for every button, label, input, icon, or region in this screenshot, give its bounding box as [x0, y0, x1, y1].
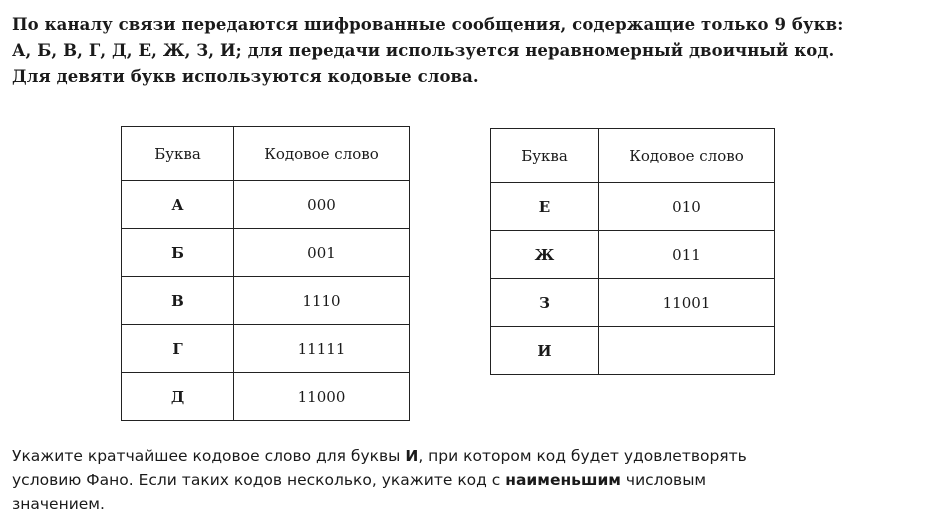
table-row	[122, 373, 410, 421]
question-line-1	[12, 444, 912, 468]
column-header-letter: Буква	[491, 129, 599, 183]
table-row	[491, 327, 775, 375]
code-table-right	[490, 128, 775, 375]
letter-cell: З	[491, 279, 599, 327]
column-header-code: Кодовое слово	[599, 129, 775, 183]
question-text-span: числовым	[620, 471, 707, 489]
table-row	[491, 183, 775, 231]
code-cell: 11111	[234, 325, 410, 373]
intro-line-3: Для девяти букв используются кодовые слова.	[12, 67, 479, 86]
question-text	[12, 444, 912, 516]
code-cell: 010	[599, 183, 775, 231]
question-text-span: Укажите кратчайшее кодовое слово для буквы	[12, 447, 406, 465]
question-text-span: условию Фано. Если таких кодов несколько, укажите код с	[12, 471, 506, 489]
letter-cell: А	[122, 181, 234, 229]
column-header-letter: Буква	[122, 127, 234, 181]
question-emphasis: И	[405, 447, 419, 465]
table-header-row	[122, 127, 410, 181]
code-cell: 000	[234, 181, 410, 229]
code-cell: 001	[234, 229, 410, 277]
letter-cell: И	[491, 327, 599, 375]
code-cell: 11000	[234, 373, 410, 421]
letter-cell: Б	[122, 229, 234, 277]
table-row	[122, 229, 410, 277]
letter-cell: Г	[122, 325, 234, 373]
table-row	[491, 279, 775, 327]
intro-line-2: А, Б, В, Г, Д, Е, Ж, З, И; для передачи используется неравномерный двоичный код.	[12, 41, 835, 60]
table-row	[122, 277, 410, 325]
table-row	[491, 231, 775, 279]
table-row	[122, 181, 410, 229]
question-text-span: , при котором код будет удовлетворять	[418, 447, 747, 465]
column-header-code: Кодовое слово	[234, 127, 410, 181]
code-table-left	[121, 126, 410, 421]
code-cell: 11001	[599, 279, 775, 327]
question-line-2	[12, 468, 912, 492]
problem-statement	[12, 12, 912, 90]
letter-cell: Д	[122, 373, 234, 421]
question-line-3: значением.	[12, 495, 105, 513]
letter-cell: Е	[491, 183, 599, 231]
letter-cell: В	[122, 277, 234, 325]
question-emphasis: наименьшим	[505, 471, 621, 489]
table-header-row	[491, 129, 775, 183]
letter-cell: Ж	[491, 231, 599, 279]
intro-line-1: По каналу связи передаются шифрованные сообщения, содержащие только 9 букв:	[12, 15, 844, 34]
table-row	[122, 325, 410, 373]
code-cell-empty	[599, 327, 775, 375]
code-cell: 011	[599, 231, 775, 279]
code-cell: 1110	[234, 277, 410, 325]
